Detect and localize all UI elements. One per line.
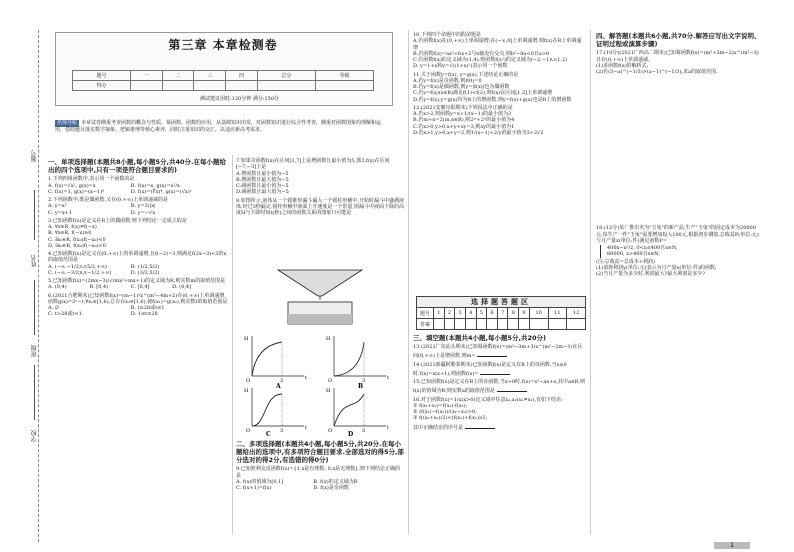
q7-option-d[interactable]: D.减函数且最大值为−5: [236, 189, 289, 196]
column-4: [596, 32, 762, 279]
answer-grid-cell: 7: [497, 308, 508, 319]
column-3: [413, 32, 586, 138]
binding-margin: [0, 0, 42, 552]
q1-option-b[interactable]: B. f(x)=x, g(x)=x²/x: [130, 182, 180, 189]
answer-input[interactable]: [476, 319, 487, 330]
answer-grid-cell: 9: [519, 308, 530, 319]
score-cell: 四: [226, 71, 258, 81]
q2-option-d[interactable]: D. y=−√x: [130, 209, 156, 216]
question-10-stem: 10.下列四个命题中的假命题是: [413, 32, 481, 38]
q2-option-c[interactable]: C. y=x+1: [48, 209, 73, 216]
q17-answer-space[interactable]: [596, 77, 762, 225]
q9-option-b[interactable]: B. f(x)的定义域为R: [313, 478, 358, 485]
column-divider: [232, 155, 233, 535]
answer-grid-cell: 1: [434, 308, 445, 319]
question-9: [236, 466, 404, 491]
q9-option-a[interactable]: A. f(x)的值域为[0,1]: [236, 478, 284, 485]
answer-input[interactable]: [548, 319, 567, 330]
q11-option-b[interactable]: B.若y=f(x)是偶函数,则y=|f(x)|也为偶函数: [413, 84, 510, 90]
question-14-stem: 14.(2021新疆阿勒泰期末)已知函数f(x)是定义在R上的奇函数,当x≥0时,f(x)=x(x+1),则函数f(x)=: [413, 361, 567, 377]
score-cell: 二: [162, 71, 194, 81]
page-number: 1: [714, 542, 750, 549]
q6-option-b[interactable]: B. t≥28或t≤1: [130, 305, 165, 311]
score-input-cell[interactable]: [131, 81, 163, 91]
q3-option-b[interactable]: B. ∀x∈R, f(−x)≥0: [48, 230, 92, 237]
question-6: [48, 293, 228, 318]
question-14: [413, 362, 586, 378]
q9-option-d[interactable]: D. f(x)是奇函数: [313, 485, 349, 492]
graph-c[interactable]: [244, 388, 307, 436]
name-blank[interactable]: [34, 190, 35, 240]
q16-tail: 其中正确结论的序号是: [413, 424, 464, 431]
q5-option-c[interactable]: C. [0,4]: [130, 284, 150, 291]
question-18: [596, 225, 762, 277]
column-2-lower: [236, 440, 404, 493]
answer-input[interactable]: [508, 319, 519, 330]
intro-paragraph: [55, 120, 391, 134]
question-4-stem: 4.已知函数f(x)是定义在[0,+∞)上的单调递增,且f(−2)=3,则满足f(2x−3)<3的x的取值范围是: [48, 251, 227, 264]
graph-d-axis-h: H: [326, 388, 331, 394]
graph-a[interactable]: [244, 336, 307, 390]
column-1: [48, 158, 228, 320]
answer-grid-answer-row: [417, 319, 586, 330]
q10-option-c[interactable]: C.若函数f(x)的定义域为(1,4),则函数f(x²)的定义域为(−2,−1)∪(1,2): [413, 57, 568, 63]
q14-answer-blank[interactable]: [480, 368, 510, 375]
score-cell: 总分: [257, 71, 315, 81]
graphs-abcd: [242, 332, 402, 436]
q17-part-1: (1)求函数f(x)的解析式;: [596, 62, 649, 69]
q16-answer-blank[interactable]: [465, 422, 495, 429]
graph-c-axis-h: H: [244, 388, 249, 394]
q3-option-a[interactable]: A. ∀x∈R, f(x)≠f(−x): [48, 224, 97, 230]
binding-label-class: 班级: [31, 345, 38, 357]
answer-grid: [416, 307, 586, 330]
graph-b-axis-t: t: [387, 375, 390, 381]
graph-d[interactable]: [326, 388, 389, 436]
graph-b-origin: O: [328, 378, 333, 384]
graph-c-origin: O: [246, 428, 251, 434]
q12-option-a[interactable]: A.若x>2,则函数y=x+1/(x−1)的最小值为3: [413, 111, 512, 117]
q18-piecewise: [600, 245, 762, 258]
q11-option-a[interactable]: A.若y=f(x)是奇函数,则f(0)=0: [413, 77, 482, 84]
q6-option-d[interactable]: D. 1≤t≤28: [130, 311, 158, 318]
answer-grid-cell: 6: [487, 308, 498, 319]
question-15: [413, 379, 586, 395]
exam-info: 测试建议用时:120分钟 满分:150分: [200, 96, 280, 102]
chapter-title: 第三章 本章检测卷: [168, 38, 278, 52]
score-cell: 得分: [73, 81, 131, 91]
q1-option-d[interactable]: D. f(x)=(∜x)⁴, g(x)=(√x)²: [130, 188, 192, 195]
q4-option-c[interactable]: C. (−∞,−3/2)∪(−1/2,+∞): [48, 269, 112, 276]
question-13-stem: 13.(2021广东汕头期末)已知幂函数f(x)=(m²−3m+3)x^(m²−2m−1)在区间(0,+∞)上是增函数,则m=: [413, 344, 583, 360]
score-input-cell[interactable]: [194, 81, 226, 91]
answer-grid-cell: 4: [465, 308, 476, 319]
q7-option-b[interactable]: B.增函数且最大值为−5: [236, 176, 289, 183]
q3-option-c[interactable]: C. ∃x₀∈R, f(x₀)f(−x₀)<0: [48, 236, 106, 243]
answer-grid-cell: 5: [476, 308, 487, 319]
q12-option-b[interactable]: B.若m+n=2(m,n∈R),则2ᵐ+2ⁿ的最小值为4: [413, 117, 515, 124]
answer-grid-cell: 11: [548, 308, 567, 319]
answer-grid-cell: 12: [567, 308, 586, 319]
graph-b-axis-h: H: [326, 336, 331, 342]
answer-area-title: 选择题答题区: [416, 296, 586, 307]
graph-a-axis-t: t: [305, 375, 308, 381]
score-table-score-row: [73, 81, 374, 91]
curve-c: [252, 394, 282, 426]
q10-option-b[interactable]: B.若函数f(x)=ax²+bx+2与x轴没有交点,则b²−8a<0且a>0: [413, 50, 550, 57]
question-9-stem: 9.已知狄利克雷函数f(x)={1,x是有理数; 0,x是无理数},则下列结论正确的是: [236, 466, 400, 479]
curve-d: [334, 394, 364, 426]
question-5-stem: 5.已知函数f(x)=(2mx−3)/√(mx²+mx+1)的定义域为R,则实数m的取值范围是: [48, 278, 226, 284]
graph-b-label: B: [358, 383, 364, 390]
q5-option-b[interactable]: B. [0,4): [89, 284, 109, 291]
graph-c-label: C: [266, 431, 271, 436]
q16-item-3: ③ f((x₁+x₂)/2)<(f(x₁)+f(x₂))/2;: [413, 415, 488, 422]
question-1-stem: 1.下列四组函数中,表示同一个函数的是: [48, 176, 135, 183]
q2-option-b[interactable]: B. y=3/|x|: [130, 203, 156, 210]
q6-option-c[interactable]: C. t>28或t<1: [48, 311, 82, 318]
column-2: [236, 158, 404, 218]
q4-option-b[interactable]: B. (1/2,5/2): [130, 263, 160, 270]
answer-grid-cell: 答案: [417, 319, 434, 330]
question-10: [413, 32, 586, 70]
question-8-stem: 8.如图所示,液体从一个圆锥形漏斗漏入一个圆柱形桶中,开始时漏斗中盛满液体,经过3秒漏完,圆柱形桶中液面上升速度是一个常量,则漏斗中液面下降的高度H与下降时间t(秒)之间的函数关系的图象只可能是: [236, 197, 404, 216]
question-11-stem: 11.关于函数y=f(x), y=g(x),下述结论正确的是: [413, 71, 519, 78]
answer-grid-cell: 题号: [417, 308, 434, 319]
question-3: [48, 218, 228, 249]
graph-d-tick-3: 3: [362, 428, 366, 434]
q7-option-a[interactable]: A.增函数且最小值为−5: [236, 170, 289, 177]
school-blank[interactable]: [34, 365, 35, 420]
graph-d-label: D: [348, 431, 354, 436]
binding-label-name: 姓名: [31, 255, 38, 267]
column-3-lower: [413, 334, 586, 433]
question-15-stem: 15.已知函数f(x)是定义在R上的奇函数,当x>0时,f(x)=x²−ax+a,其中a∈R,则f(x)的值域为R,则实数a的取值范围是: [413, 379, 586, 395]
answer-grid-cell: 10: [529, 308, 548, 319]
answer-input[interactable]: [434, 319, 445, 330]
answer-input[interactable]: [519, 319, 530, 330]
question-16: [413, 397, 586, 431]
column-divider: [408, 30, 409, 535]
score-cell: 一: [131, 71, 163, 81]
funnel-cylinder-figure: [270, 268, 370, 326]
section-1-title: 一、单项选择题(本题共8小题,每小题5分,共40分.在每小题给出的四个选项中,只有一项是符合题目要求的): [48, 158, 226, 175]
q4-option-d[interactable]: D. (3/2,5/2): [130, 269, 160, 276]
q1-option-c[interactable]: C. f(x)=1, g(x)=(x−1)⁰: [48, 188, 105, 195]
graph-b[interactable]: [326, 336, 389, 390]
question-8: [236, 198, 404, 217]
question-4: [48, 251, 228, 276]
score-table-header-row: [73, 71, 374, 81]
question-17: [596, 50, 762, 75]
question-5: [48, 278, 228, 291]
question-6-stem: 6.(2021合肥期末)已知函数f(x)=(m−1)²x^(m²−4m+2)在(0,+∞)上单调递增,函数g(x)=2ˣ−t,∀x₁∈[1,6),总存在x₂∈[1,6),使f(x₁)=g(x₂),则实数t的取值范围是: [48, 292, 228, 305]
graph-b-tick-3: 3: [362, 378, 366, 384]
q3-option-d[interactable]: D. ∃x₀∈R, f(x₀)f(−x₀)<0: [48, 242, 106, 249]
q18-part-2: (2)当月产量为多少时,利润最大?最大利润是多少?: [596, 271, 706, 277]
q18-note: (注:总收益=总成本+利润): [596, 258, 655, 265]
q15-answer-blank[interactable]: [497, 385, 527, 392]
q13-answer-blank[interactable]: [477, 350, 507, 357]
answer-input[interactable]: [455, 319, 466, 330]
question-18-stem: 18.(12分)某厂推出名为"玉兔"的新产品,生产"玉兔"的固定成本为20000元,每生产一件"玉兔"需要增加投入100元,根据初步测算,总收益P(单位:元)与月产量x(单位:件)满足函数P=: [596, 225, 759, 244]
q12-option-d[interactable]: D.若x>1,y>0,x+y=2,则1/(x−1)+2/y的最小值为3+2√2: [413, 129, 544, 136]
section-4-title: 四、解答题(本题共6小题,共70分.解答应写出文字说明、证明过程或演算步骤): [596, 32, 761, 49]
class-blank[interactable]: [34, 280, 35, 335]
score-input-cell[interactable]: [315, 81, 373, 91]
answer-grid-cell: 2: [444, 308, 455, 319]
section-2-title: 二、多项选择题(本题共4小题,每小题5分,共20分.在每小题给出的选项中,有多项符合题目要求.全部选对的得5分,部分选对的得2分,有选错的得0分): [236, 440, 404, 465]
intro-tag: 名师导航: [57, 120, 78, 126]
score-input-cell[interactable]: [257, 81, 315, 91]
q18-part-1: (1)请将利润y(单位:元)表示为月产量x(单位:件)的函数;: [596, 264, 717, 271]
section-3-title: 三、填空题(本题共4小题,每小题5分,共20分): [413, 334, 546, 342]
answer-input[interactable]: [497, 319, 508, 330]
binding-label-school: 学校: [31, 430, 38, 442]
graph-a-axis-h: H: [244, 336, 249, 342]
answer-input[interactable]: [465, 319, 476, 330]
question-2-stem: 2.下列函数中,既是偶函数,又在(0,+∞)上单调递减的是: [48, 197, 168, 203]
graph-a-origin: O: [246, 378, 251, 384]
q11-option-d[interactable]: D.若y=f(x),y=g(x)均为R上的增函数,则y=f(x)+g(x)也是R上的增函数: [413, 96, 572, 103]
score-input-cell[interactable]: [162, 81, 194, 91]
q1-option-a[interactable]: A. f(x)=√x², g(x)=x: [48, 182, 96, 189]
score-cell: 题号: [73, 71, 131, 81]
score-cell: 三: [194, 71, 226, 81]
answer-grid-cell: 8: [508, 308, 519, 319]
score-input-cell[interactable]: [226, 81, 258, 91]
q5-option-d[interactable]: D. (0,4]: [172, 284, 192, 291]
binding-dashed-line: [38, 30, 39, 542]
q12-option-c[interactable]: C.若x>0,y>0,x+y+xy=3,则xy的最小值为1: [413, 123, 515, 130]
question-13: [413, 344, 586, 360]
q6-option-a[interactable]: A. ∅: [48, 305, 60, 311]
answer-input[interactable]: [444, 319, 455, 330]
q10-option-d[interactable]: D. y=1+x和y=√((1+x)²)表示同一个函数: [413, 63, 508, 70]
score-cell: 等级: [315, 71, 373, 81]
question-7: [236, 158, 404, 196]
graph-a-label: A: [276, 383, 281, 390]
graph-d-axis-t: t: [387, 425, 390, 431]
binding-label-question: 题号: [31, 150, 38, 162]
graph-c-axis-t: t: [305, 425, 308, 431]
curve-b: [334, 342, 364, 376]
cylinder-liquid: [288, 314, 352, 324]
q4-option-a[interactable]: A. (−∞,−1/2)∪(5/2,+∞): [48, 263, 107, 270]
answer-grid-number-row: [417, 308, 586, 319]
column-divider: [590, 30, 591, 535]
q17-part-2: (2)若(3−a)^(−1/3)>(a−1)^(−1/3),求a的取值范围.: [596, 69, 718, 75]
question-7-stem: 7.如果奇函数f(x)在区间[3,7]上是增函数且最小值为5,那么f(x)在区间[−7,−3]上是: [236, 158, 390, 171]
question-1: [48, 176, 228, 195]
question-12: [413, 105, 586, 136]
score-table: [72, 70, 374, 91]
q10-option-a[interactable]: A.若函数f(x)在(0,+∞)上单调递增,在(−∞,0]上单调递增,则f(x)在R上单调递增: [413, 38, 582, 51]
q16-item-1: ① f(x₁+x₂)=f(x₁)·f(x₂);: [413, 402, 468, 409]
question-16-stem: 16.对于函数f(x)=1/x(x>0)定义域中任意x₁,x₂(x₁≠x₂),有如下结论:: [413, 396, 563, 403]
funnel-shape: [278, 270, 362, 296]
answer-input[interactable]: [567, 319, 586, 330]
q18-piece-2: 80000, x>400且x∈N,: [607, 251, 660, 258]
question-12-stem: 12.(2021安徽阜阳期末)下列说法中正确的是: [413, 104, 513, 111]
graph-c-tick-3: 3: [280, 428, 284, 434]
question-2: [48, 197, 228, 216]
graph-a-tick-3: 3: [280, 378, 284, 384]
q9-option-c[interactable]: C. f(x+1)=f(x): [236, 485, 272, 492]
q18-piece-1: 400x−x²/2, 0<x≤400且x∈N,: [607, 245, 678, 251]
q7-option-c[interactable]: C.减函数且最小值为−5: [236, 183, 289, 189]
q11-option-c[interactable]: C.若y=f(x)(x∈R)满足f(1)<f(2),则f(x)在区间[1,2]上单调递增: [413, 90, 553, 97]
answer-input[interactable]: [487, 319, 498, 330]
q5-option-a[interactable]: A. (0,4): [48, 284, 67, 291]
answer-grid-cell: 3: [455, 308, 466, 319]
q16-item-2: ② (f(x₁)−f(x₂))/(x₁−x₂)>0;: [413, 409, 477, 416]
question-11: [413, 72, 586, 103]
q2-option-a[interactable]: A. y=x²: [48, 203, 67, 210]
intro-text: 本章试卷侧重考查函数的概念与性质、幂函数、函数的应用，从基础知识出发，对函数知识进行综合性考查，侧重对函数图象的理解和运用，借助题目落实数学抽象、逻辑推理等核心素养，同时注重知识的交汇，以适应新高考需求。: [55, 120, 382, 133]
question-17-stem: 17.(10分)(2021广西高二期末)已知幂函数f(x)=(m²+2m−2)x^(m²−3)且在(0,+∞)上单调递减。: [596, 50, 759, 63]
answer-input[interactable]: [529, 319, 548, 330]
question-3-stem: 3.已知函数f(x)是定义在R上的偶函数,则下列结论一定成立的是: [48, 217, 187, 224]
graph-d-origin: O: [328, 428, 333, 434]
curve-a: [252, 342, 282, 376]
